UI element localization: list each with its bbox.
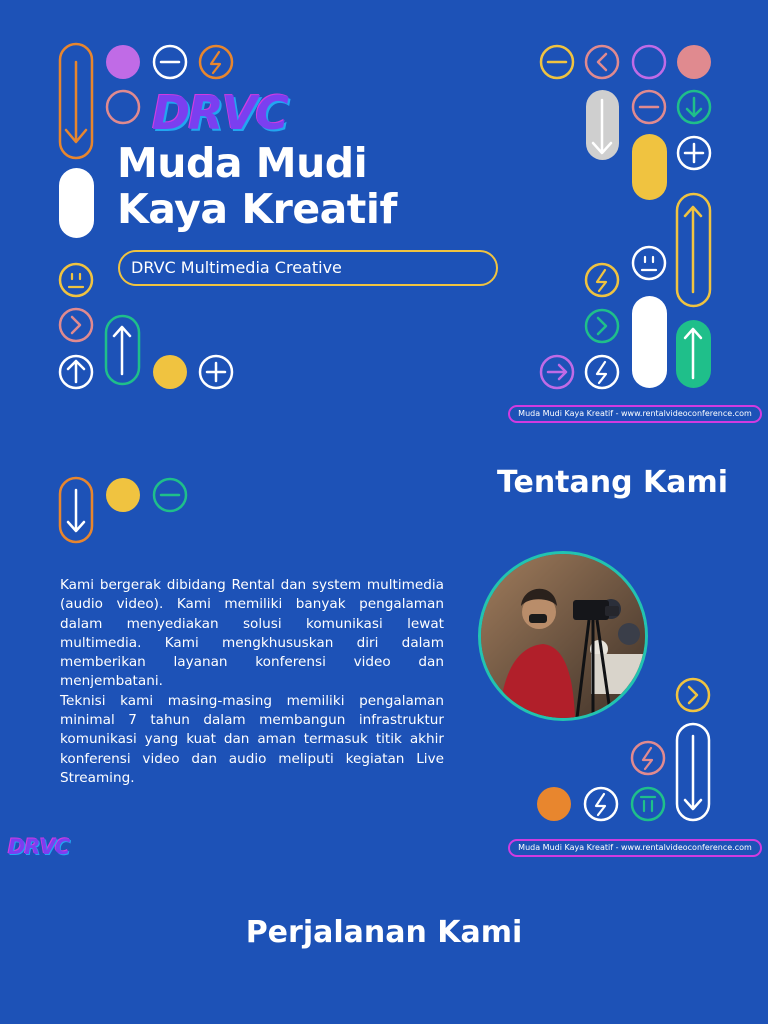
pink-dot — [677, 45, 711, 79]
minus-circle-icon — [154, 46, 186, 78]
drvc-logo-small: DRVC — [8, 835, 70, 859]
minus-circle-icon — [541, 46, 573, 78]
lightning-icon — [586, 264, 618, 296]
ring-dot — [633, 46, 665, 78]
arrow-down-icon — [60, 44, 92, 158]
about-title: Tentang Kami — [497, 465, 729, 500]
minus-circle-icon — [154, 479, 186, 511]
journey-title: Perjalanan Kami — [245, 915, 523, 950]
arrow-down-icon — [60, 478, 92, 542]
arrow-down-icon — [678, 91, 710, 123]
arrow-up-icon — [677, 194, 710, 306]
minus-circle-icon — [633, 91, 665, 123]
hero-title-line1: Muda Mudi — [117, 139, 368, 187]
about-paragraph-1: Kami bergerak dibidang Rental dan system multimedia (audio video). Kami memiliki banyak pengalaman dalam menyediakan solusi komunikasi lewat multimedia. Kami mengkhususkan diri dalam memberikan layanan konferensi video dan menjembatani. — [60, 577, 444, 690]
smiley-icon — [60, 264, 92, 296]
footer-tag-bottom: Muda Mudi Kaya Kreatif - www.rentalvideoconference.com — [508, 839, 762, 857]
chevron-left-icon — [586, 46, 618, 78]
photo-illustration — [481, 554, 645, 718]
lightning-icon — [200, 46, 232, 78]
chevron-right-icon — [60, 309, 92, 341]
hero-title — [117, 140, 397, 232]
about-text — [60, 576, 444, 788]
smiley-icon — [632, 788, 664, 820]
tagline-badge: DRVC Multimedia Creative — [118, 250, 498, 286]
arrow-up-icon — [676, 320, 711, 388]
drvc-logo: DRVC — [152, 86, 287, 140]
purple-dot — [106, 45, 140, 79]
lightning-icon — [586, 356, 618, 388]
plus-circle-icon — [678, 137, 710, 169]
chevron-right-icon — [586, 310, 618, 342]
camera-operator-photo — [478, 551, 648, 721]
plus-circle-icon — [200, 356, 232, 388]
yellow-dot — [106, 478, 140, 512]
yellow-dot — [153, 355, 187, 389]
arrow-up-icon — [60, 356, 92, 388]
arrow-right-icon — [541, 356, 573, 388]
arrow-down-icon — [586, 90, 619, 160]
chevron-right-icon — [677, 679, 709, 711]
arrow-up-icon — [106, 316, 139, 384]
white-pill — [632, 296, 667, 388]
smiley-icon — [633, 247, 665, 279]
yellow-pill — [632, 134, 667, 200]
white-pill — [59, 168, 94, 238]
lightning-icon — [632, 742, 664, 774]
lightning-icon — [585, 788, 617, 820]
ring-dot — [107, 91, 139, 123]
arrow-down-icon — [677, 724, 709, 820]
about-paragraph-2: Teknisi kami masing-masing memiliki pengalaman minimal 7 tahun dalam membangun infrastruktur komunikasi yang kuat dan aman termasuk titik akhir konferensi video dan audio meliputi kegiatan Live Streaming. — [60, 692, 444, 786]
footer-tag-top: Muda Mudi Kaya Kreatif - www.rentalvideoconference.com — [508, 405, 762, 423]
hero-title-line2: Kaya Kreatif — [117, 185, 397, 233]
orange-dot — [537, 787, 571, 821]
